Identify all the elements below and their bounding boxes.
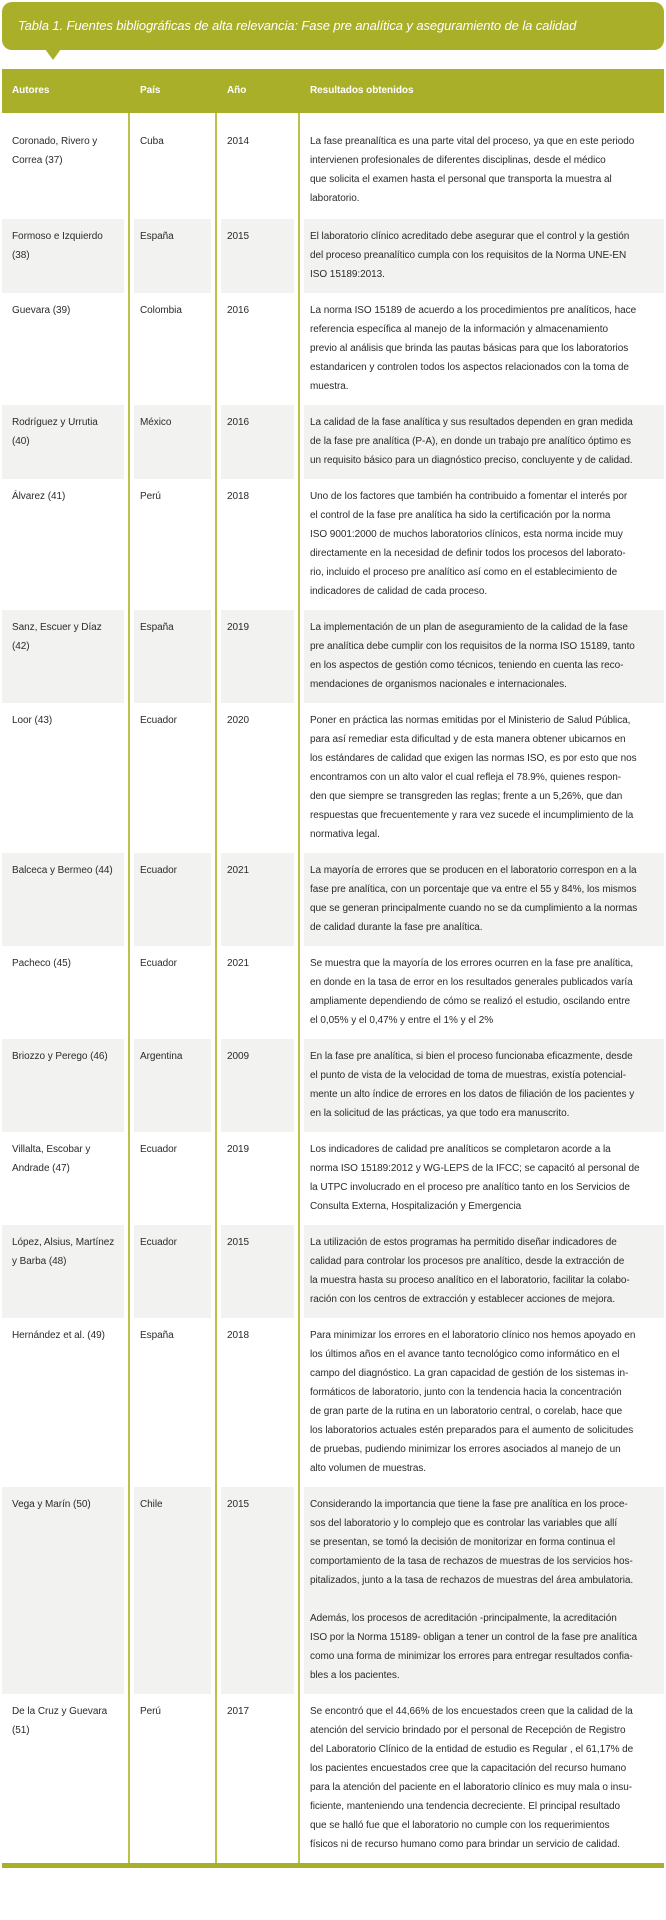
year-cell: 2020	[217, 703, 300, 853]
table-row	[2, 405, 664, 479]
result-cell: La fase preanalítica es una parte vital del proceso, ya que en este periodo intervienen profesionales de diferentes disciplinas, desde el médico que solicita el examen hasta el personal que transporta la muestra al laboratorio.	[300, 113, 664, 219]
country-cell: Ecuador	[130, 703, 217, 853]
year-cell: 2019	[217, 610, 300, 703]
year-cell: 2015	[217, 219, 300, 293]
table-header-row	[2, 69, 664, 113]
table-body	[2, 113, 664, 1863]
table-row	[2, 946, 664, 1039]
result-cell: Los indicadores de calidad pre analíticos se completaron acorde a la norma ISO 15189:2012 y WG-LEPS de la IFCC; se capacitó al personal de la UTPC involucrado en el proceso pre analítico tanto en los Servicios de Consulta Externa, Hospitalización y Emergencia	[300, 1132, 664, 1225]
result-cell: Se muestra que la mayoría de los errores ocurren en la fase pre analítica, en donde en la tasa de error en los resultados generales publicados varía ampliamente dependiendo de cómo se realizó el estudio, oscilando entre el 0,05% y el 0,47% y entre el 1% y el 2%	[300, 946, 664, 1039]
table-row	[2, 479, 664, 610]
table-row	[2, 853, 664, 946]
table-row	[2, 610, 664, 703]
country-cell: Ecuador	[130, 1132, 217, 1225]
result-cell: El laboratorio clínico acreditado debe asegurar que el control y la gestión del proceso preanalítico cumpla con los requisitos de la Norma UNE-EN ISO 15189:2013.	[300, 219, 664, 293]
author-cell: Villalta, Escobar y Andrade (47)	[2, 1132, 130, 1225]
header-year: Año	[227, 85, 247, 96]
table-caption-banner	[2, 2, 664, 50]
year-cell: 2021	[217, 946, 300, 1039]
country-cell: Ecuador	[130, 853, 217, 946]
author-cell: Vega y Marín (50)	[2, 1487, 130, 1694]
header-authors: Autores	[12, 85, 50, 96]
author-cell: Álvarez (41)	[2, 479, 130, 610]
year-cell: 2021	[217, 853, 300, 946]
result-cell: Se encontró que el 44,66% de los encuestados creen que la calidad de la atención del servicio brindado por el personal de Recepción de Registro del Laboratorio Clínico de la entidad de estudio es Regular , el 61,17% de los pacientes encuestados cree que la capacitación del recurso humano para la atención del paciente en el laboratorio clínico es muy mala o insu- ficiente, manteniendo una tendencia decreciente. El principal resultado que se halló fue que el laboratorio no cumple con los requerimientos físicos ni de recurso humano como para brindar un servicio de calidad.	[300, 1694, 664, 1863]
country-cell: Perú	[130, 1694, 217, 1863]
year-cell: 2018	[217, 479, 300, 610]
caption-pointer	[45, 49, 61, 60]
table-title: Tabla 1. Fuentes bibliográficas de alta relevancia: Fase pre analítica y aseguramiento de la calidad	[18, 18, 577, 33]
table-row	[2, 293, 664, 405]
author-cell: Hernández et al. (49)	[2, 1318, 130, 1487]
table-row	[2, 1318, 664, 1487]
result-cell: Considerando la importancia que tiene la fase pre analítica en los proce- sos del laboratorio y lo complejo que es controlar las variables que allí se presentan, se tomó la decisión de monitorizar en forma continua el comportamiento de la tasa de rechazos de muestras de los servicios hos- pitalizados, junto a la tasa de rechazos de muestras del área ambulatoria. Además, los procesos de acreditación -principalmente, la acreditación ISO por la Norma 15189- obligan a tener un control de la fase pre analítica como una forma de minimizar los errores para entregar resultados confia- bles a los pacientes.	[300, 1487, 664, 1694]
result-cell: Uno de los factores que también ha contribuido a fomentar el interés por el control de la fase pre analítica ha sido la certificación por la norma ISO 9001:2000 de muchos laboratorios clínicos, esta norma incide muy directamente en la necesidad de definir todos los procesos del laborato- rio, incluido el proceso pre analítico así como en el establecimiento de indicadores de calidad de cada proceso.	[300, 479, 664, 610]
country-cell: España	[130, 610, 217, 703]
result-cell: La mayoría de errores que se producen en el laboratorio correspon en a la fase pre analítica, con un porcentaje que va entre el 55 y 84%, los mismos que se generan principalmente cuando no se da cumplimiento a la normas de calidad durante la fase pre analítica.	[300, 853, 664, 946]
table-row	[2, 1694, 664, 1863]
author-cell: Loor (43)	[2, 703, 130, 853]
table-row	[2, 1487, 664, 1694]
header-results: Resultados obtenidos	[310, 85, 414, 96]
table-row	[2, 1039, 664, 1132]
year-cell: 2015	[217, 1225, 300, 1318]
country-cell: Argentina	[130, 1039, 217, 1132]
author-cell: Pacheco (45)	[2, 946, 130, 1039]
country-cell: Ecuador	[130, 1225, 217, 1318]
table-row	[2, 219, 664, 293]
country-cell: Cuba	[130, 113, 217, 219]
year-cell: 2017	[217, 1694, 300, 1863]
year-cell: 2016	[217, 293, 300, 405]
country-cell: Chile	[130, 1487, 217, 1694]
table-bottom-bar	[2, 1863, 664, 1868]
country-cell: México	[130, 405, 217, 479]
author-cell: Balceca y Bermeo (44)	[2, 853, 130, 946]
table-row	[2, 1132, 664, 1225]
year-cell: 2009	[217, 1039, 300, 1132]
author-cell: Rodríguez y Urrutia (40)	[2, 405, 130, 479]
year-cell: 2015	[217, 1487, 300, 1694]
author-cell: Formoso e Izquierdo (38)	[2, 219, 130, 293]
author-cell: Guevara (39)	[2, 293, 130, 405]
year-cell: 2016	[217, 405, 300, 479]
country-cell: Ecuador	[130, 946, 217, 1039]
author-cell: Briozzo y Perego (46)	[2, 1039, 130, 1132]
result-cell: La implementación de un plan de aseguramiento de la calidad de la fase pre analítica debe cumplir con los requisitos de la norma ISO 15189, tanto en los aspectos de gestión como técnicos, teniendo en cuenta las reco- mendaciones de organismos nacionales e internacionales.	[300, 610, 664, 703]
table-row	[2, 113, 664, 219]
country-cell: Perú	[130, 479, 217, 610]
table-row	[2, 1225, 664, 1318]
author-cell: De la Cruz y Guevara (51)	[2, 1694, 130, 1863]
result-cell: La norma ISO 15189 de acuerdo a los procedimientos pre analíticos, hace referencia específica al manejo de la información y almacenamiento previo al análisis que brinda las pautas básicas para que los laboratorios estandaricen y controlen todos los aspectos relacionados con la toma de muestra.	[300, 293, 664, 405]
table-row	[2, 703, 664, 853]
result-cell: En la fase pre analítica, si bien el proceso funcionaba eficazmente, desde el punto de vista de la velocidad de toma de muestras, existía potencial- mente un alto índice de errores en los datos de filiación de los pacientes y en la solicitud de las prácticas, ya que todo era manuscrito.	[300, 1039, 664, 1132]
year-cell: 2018	[217, 1318, 300, 1487]
author-cell: Sanz, Escuer y Díaz (42)	[2, 610, 130, 703]
year-cell: 2014	[217, 113, 300, 219]
country-cell: Colombia	[130, 293, 217, 405]
sources-table	[2, 69, 664, 1868]
result-cell: La utilización de estos programas ha permitido diseñar indicadores de calidad para controlar los procesos pre analítico, desde la extracción de la muestra hasta su proceso analítico en el laboratorio, facilitar la colabo- ración con los centros de extracción y establecer acciones de mejora.	[300, 1225, 664, 1318]
result-cell: La calidad de la fase analítica y sus resultados dependen en gran medida de la fase pre analítica (P-A), en donde un trabajo pre analítico óptimo es un requisito básico para un diagnóstico preciso, concluyente y de calidad.	[300, 405, 664, 479]
country-cell: España	[130, 1318, 217, 1487]
author-cell: Coronado, Rivero y Correa (37)	[2, 113, 130, 219]
result-cell: Para minimizar los errores en el laboratorio clínico nos hemos apoyado en los últimos años en el avance tanto tecnológico como informático en el campo del diagnóstico. La gran capacidad de gestión de los sistemas in- formáticos de laboratorio, junto con la tendencia hacia la concentración de gran parte de la rutina en un laboratorio central, o corelab, hace que los laboratorios actuales estén preparados para el aumento de solicitudes de pruebas, pudiendo minimizar los errores asociados al manejo de un alto volumen de muestras.	[300, 1318, 664, 1487]
country-cell: España	[130, 219, 217, 293]
year-cell: 2019	[217, 1132, 300, 1225]
header-country: País	[140, 85, 161, 96]
result-cell: Poner en práctica las normas emitidas por el Ministerio de Salud Pública, para así remediar esta dificultad y de esta manera obtener ubicarnos en los estándares de calidad que exigen las normas ISO, es por esto que nos encontramos con un alto valor el cual refleja el 78.9%, quienes respon- den que siempre se transgreden las reglas; frente a un 5,26%, que dan respuestas que frecuentemente y rara vez sucede el incumplimiento de la normativa legal.	[300, 703, 664, 853]
author-cell: López, Alsius, Martínez y Barba (48)	[2, 1225, 130, 1318]
